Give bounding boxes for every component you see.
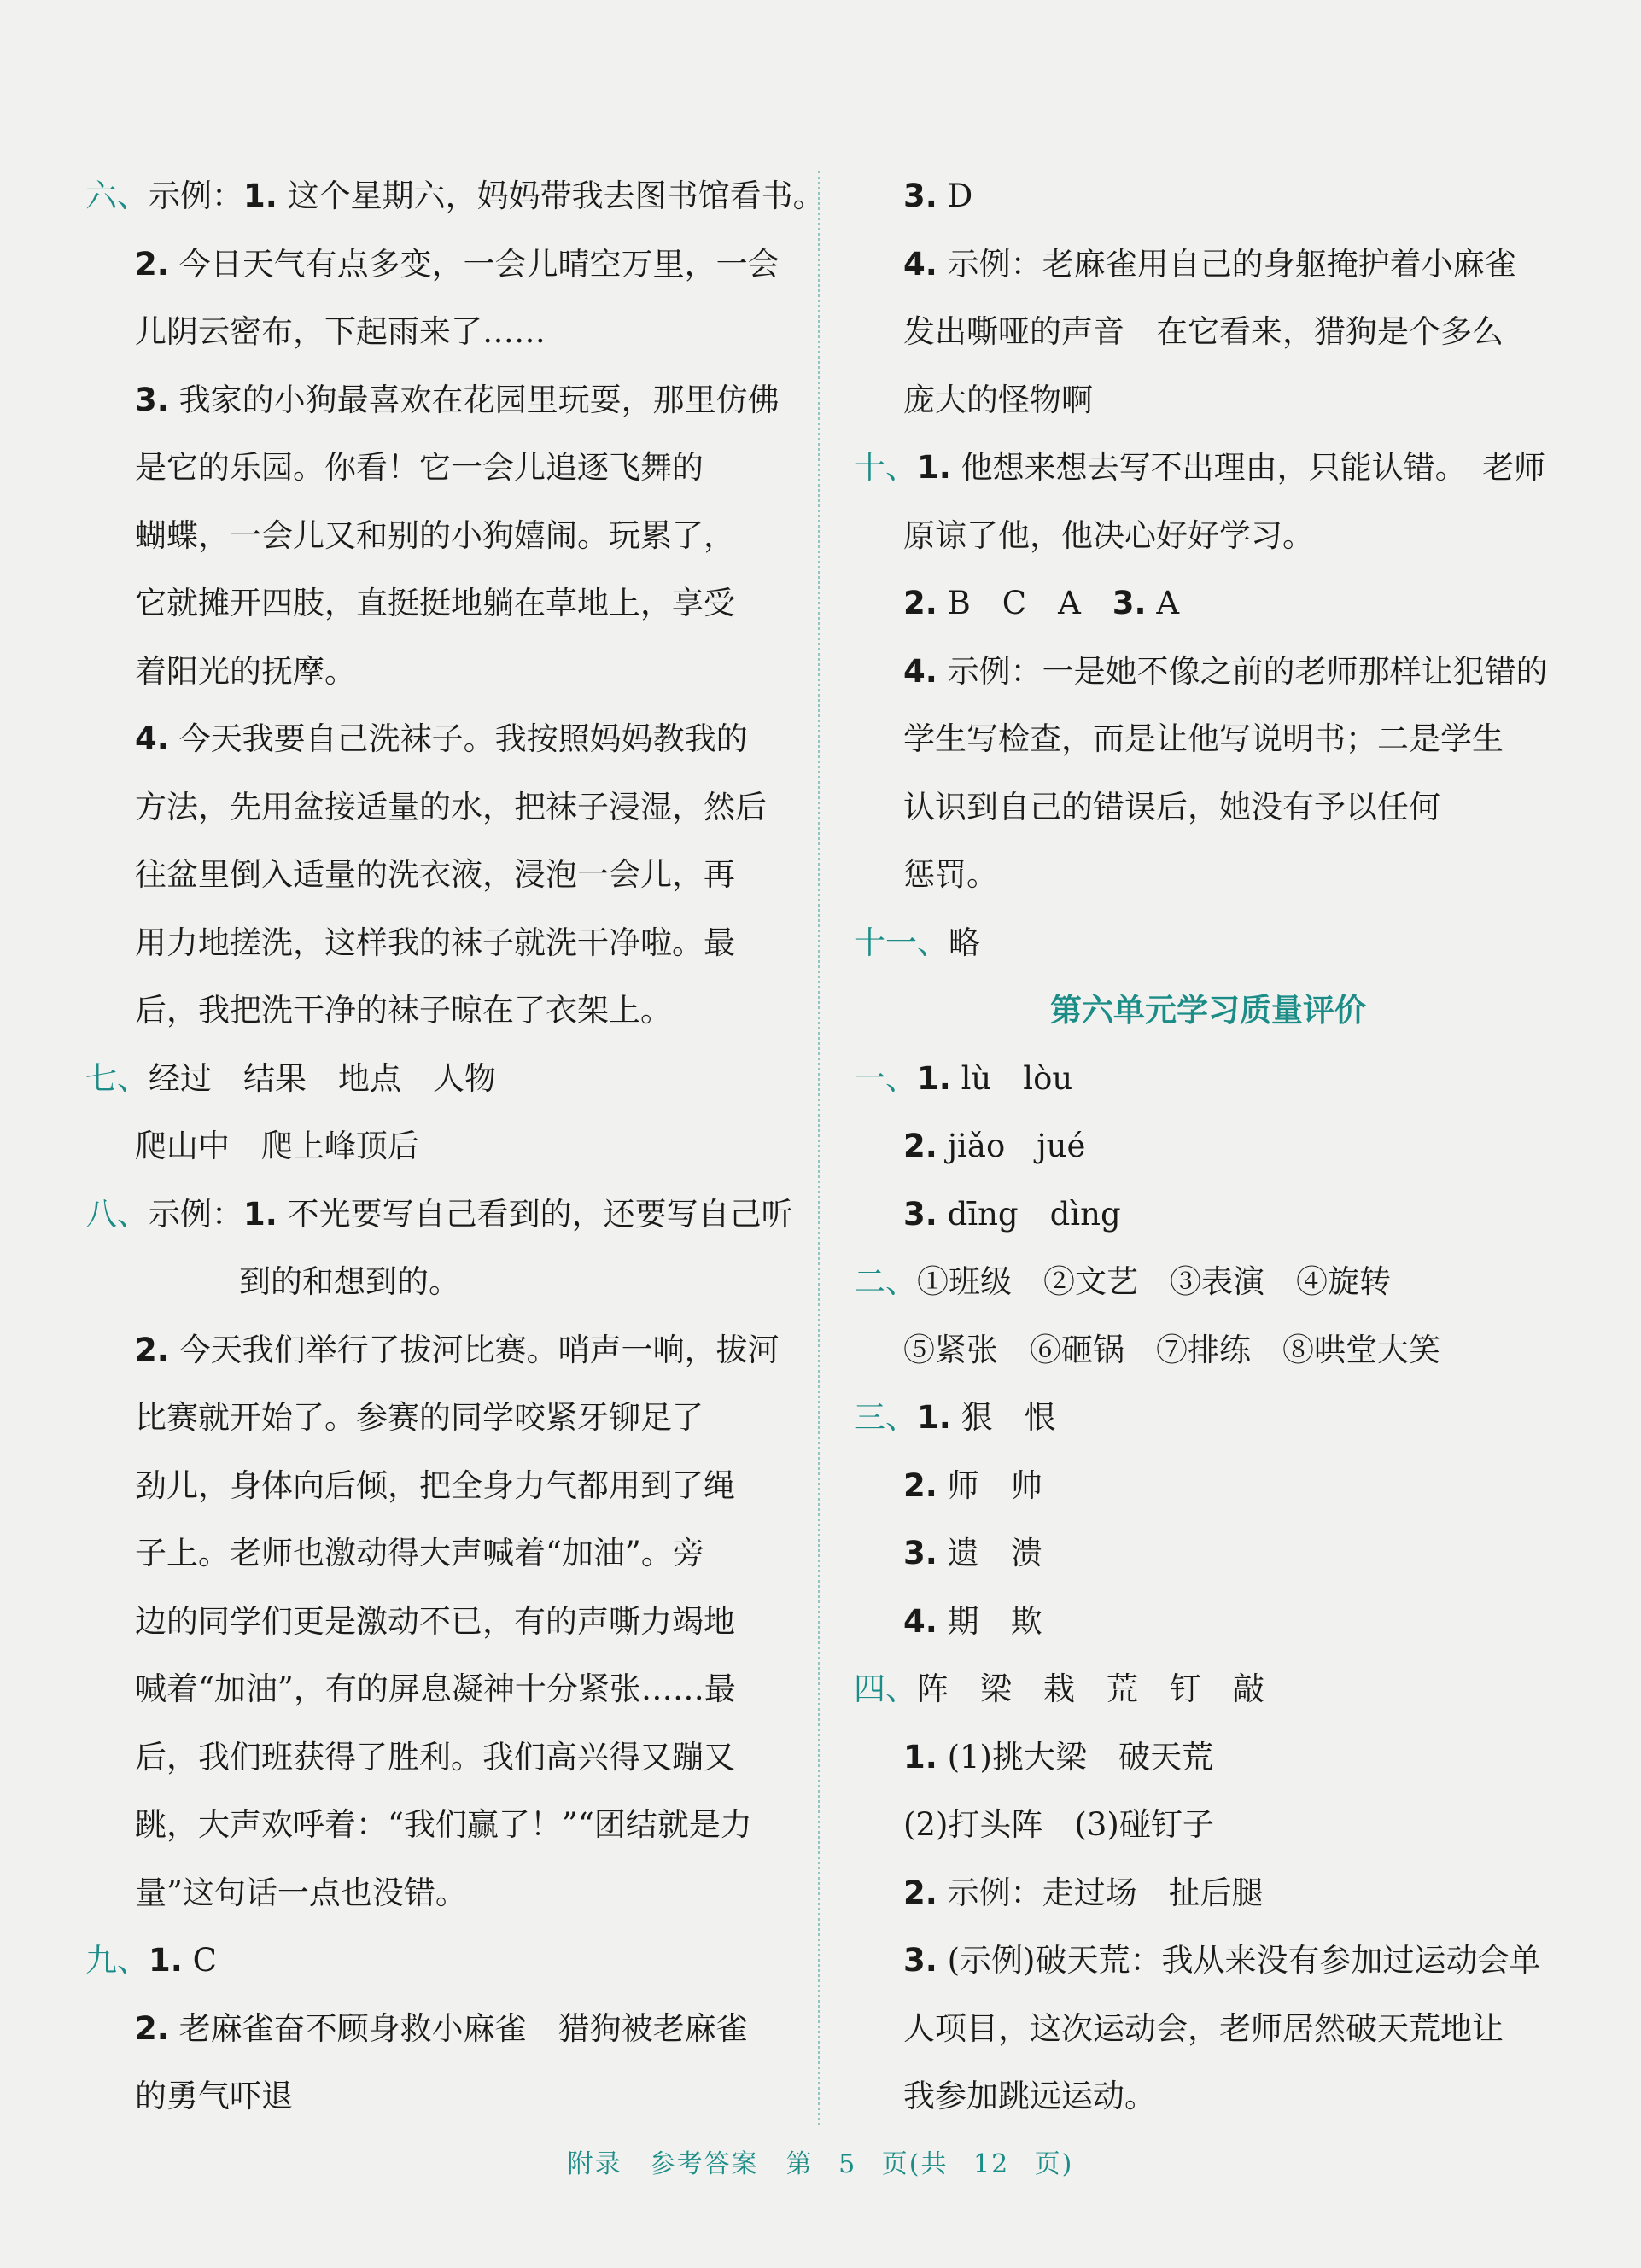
answer-text: 爬山中 爬上峰顶后 <box>135 1128 419 1164</box>
answer-text: 示例：一是她不像之前的老师那样让犯错的 <box>937 652 1548 690</box>
answer-text: D <box>937 178 973 214</box>
answer-line <box>854 1181 1562 1249</box>
section-number: 十一、 <box>854 924 949 961</box>
answer-label: 示例： <box>149 178 243 214</box>
answer-line <box>85 1791 785 1859</box>
answer-text: 方法，先用盆接适量的水，把袜子浸湿，然后 <box>135 788 767 825</box>
answer-line <box>85 705 785 773</box>
section-number: 四、 <box>854 1670 917 1707</box>
item-number: 3. <box>135 381 169 418</box>
answer-text: 边的同学们更是激动不已，有的声嘶力竭地 <box>135 1602 735 1640</box>
answer-text: ①班级 ②文艺 ③表演 ④旋转 <box>917 1263 1391 1300</box>
section-number: 六、 <box>85 178 149 214</box>
answer-line <box>854 705 1562 773</box>
answer-line <box>85 1248 785 1316</box>
answer-line <box>854 434 1562 502</box>
left-column <box>85 162 825 2131</box>
answer-text: 今天我们举行了拔河比赛。哨声一响，拔河 <box>168 1331 780 1368</box>
item-number: 2. <box>903 585 937 621</box>
answer-line <box>85 1045 785 1113</box>
item-number: 3. <box>1112 585 1147 621</box>
answer-text: 略 <box>949 924 980 961</box>
answer-text: 遗 溃 <box>937 1535 1042 1571</box>
page-footer: 附录 参考答案 第 5 页(共 12 页) <box>567 2149 1074 2179</box>
answer-line <box>854 1588 1562 1656</box>
answer-text: 比赛就开始了。参赛的同学咬紧牙铆足了 <box>135 1399 704 1436</box>
answer-text: 发出嘶哑的声音 在它看来，猎狗是个多么 <box>903 313 1504 350</box>
answer-line <box>85 298 785 366</box>
answer-line <box>85 977 785 1045</box>
item-number: 4. <box>135 720 169 757</box>
answer-line <box>85 909 785 977</box>
answer-line <box>854 1384 1562 1452</box>
answer-line <box>854 909 1562 977</box>
answer-line <box>854 298 1562 366</box>
answer-line <box>854 1112 1562 1181</box>
answer-line <box>854 502 1562 570</box>
answer-line <box>85 1112 785 1181</box>
item-number: 4. <box>903 245 937 283</box>
answer-text: A <box>1146 585 1180 621</box>
answer-text: (2)打头阵 (3)碰钉子 <box>903 1806 1214 1843</box>
item-number: 1. <box>243 1195 277 1233</box>
section-number: 九、 <box>85 1942 149 1979</box>
answer-text: 他想来想去写不出理由，只能认错。 老师 <box>950 449 1546 486</box>
answer-text: 学生写检查，而是让他写说明书；二是学生 <box>903 720 1504 757</box>
answer-text: 儿阴云密布，下起雨来了…… <box>135 313 546 350</box>
answer-text: 后，我们班获得了胜利。我们高兴得又蹦又 <box>135 1738 735 1775</box>
answer-line <box>854 1452 1562 1520</box>
answer-line <box>85 638 785 706</box>
answer-line <box>854 366 1562 434</box>
answer-text: 老麻雀奋不顾身救小麻雀 猎狗被老麻雀 <box>168 2009 748 2047</box>
answer-text: 着阳光的抚摩。 <box>135 652 356 690</box>
section-number: 一、 <box>854 1059 917 1097</box>
answer-text: 我参加跳远运动。 <box>903 2078 1156 2114</box>
answer-line <box>85 1927 785 1995</box>
answer-text: 我家的小狗最喜欢在花园里玩耍，那里仿佛 <box>168 381 780 418</box>
answer-text: lù lòu <box>950 1059 1073 1097</box>
unit-title: 第六单元学习质量评价 <box>1050 991 1366 1029</box>
answer-text: 示例：走过场 扯后腿 <box>937 1874 1264 1911</box>
answer-line <box>85 1181 793 1249</box>
answer-line <box>85 569 785 638</box>
answer-text: 是它的乐园。你看！它一会儿追逐飞舞的 <box>135 449 704 486</box>
answer-line <box>85 1588 785 1656</box>
answer-text: 量”这句话一点也没错。 <box>135 1874 467 1911</box>
answer-line <box>854 1791 1562 1859</box>
answer-line <box>854 773 1562 842</box>
answer-text: (1)挑大梁 破天荒 <box>937 1738 1213 1775</box>
answer-text: 往盆里倒入适量的洗衣液，浸泡一会儿，再 <box>135 856 735 893</box>
answer-line <box>854 1995 1562 2063</box>
answer-text: 师 帅 <box>937 1466 1042 1504</box>
answer-text: 阵 梁 栽 荒 钉 敲 <box>917 1670 1264 1707</box>
item-number: 2. <box>135 245 169 283</box>
answer-line <box>854 638 1562 706</box>
answer-text: (示例)破天荒：我从来没有参加过运动会单 <box>937 1942 1541 1979</box>
answer-line <box>85 434 785 502</box>
answer-text: 蝴蝶，一会儿又和别的小狗嬉闹。玩累了， <box>135 516 735 554</box>
section-number: 三、 <box>854 1399 917 1436</box>
answer-text: 到的和想到的。 <box>239 1263 460 1300</box>
answer-text: 的勇气吓退 <box>135 2078 293 2114</box>
answer-line <box>85 1316 785 1385</box>
answer-text: 庞大的怪物啊 <box>903 381 1093 418</box>
answer-text: 今天我要自己洗袜子。我按照妈妈教我的 <box>168 720 748 757</box>
item-number: 2. <box>903 1874 937 1911</box>
answer-text: 示例：老麻雀用自己的身躯掩护着小麻雀 <box>937 245 1516 283</box>
answer-line <box>85 773 785 842</box>
item-number: 1. <box>917 1059 951 1097</box>
section-number: 二、 <box>854 1263 917 1300</box>
answer-line <box>85 162 825 230</box>
answer-text: ⑤紧张 ⑥砸锅 ⑦排练 ⑧哄堂大笑 <box>903 1331 1440 1368</box>
answer-text: 用力地搓洗，这样我的袜子就洗干净啦。最 <box>135 924 735 961</box>
answer-line <box>854 1859 1562 1927</box>
answer-text: 这个星期六，妈妈带我去图书馆看书。 <box>277 178 825 214</box>
answer-line <box>85 1384 785 1452</box>
item-number: 2. <box>903 1128 937 1164</box>
column-divider <box>818 171 820 2125</box>
item-number: 3. <box>903 1535 937 1571</box>
item-number: 2. <box>135 1331 169 1368</box>
answer-line <box>85 230 785 299</box>
answer-line <box>85 1723 785 1792</box>
answer-line <box>854 162 1562 230</box>
item-number: 1. <box>149 1942 183 1979</box>
answer-text: 劲儿，身体向后倾，把全身力气都用到了绳 <box>135 1466 735 1504</box>
answer-line <box>854 1519 1562 1588</box>
answer-line <box>85 1995 785 2063</box>
item-number: 3. <box>903 1195 937 1233</box>
answer-line <box>85 502 785 570</box>
answer-text: 今日天气有点多变，一会儿晴空万里，一会 <box>168 245 780 283</box>
item-number: 4. <box>903 652 937 690</box>
answer-line <box>854 1248 1562 1316</box>
answer-text: C <box>182 1942 217 1979</box>
answer-text: 喊着“加油”，有的屏息凝神十分紧张……最 <box>135 1670 736 1707</box>
answer-text: 后，我把洗干净的袜子晾在了衣架上。 <box>135 992 672 1029</box>
section-number: 十、 <box>854 449 917 486</box>
answer-text: 认识到自己的错误后，她没有予以任何 <box>903 788 1440 825</box>
item-number: 2. <box>135 2009 169 2047</box>
answer-line <box>85 1655 785 1723</box>
answer-text: 原谅了他，他决心好好学习。 <box>903 516 1314 554</box>
answer-line <box>854 1723 1562 1792</box>
answer-text: dīng dìng <box>937 1195 1121 1233</box>
answer-text: 经过 结果 地点 人物 <box>149 1059 496 1097</box>
answer-line <box>854 841 1562 909</box>
answer-text: 跳，大声欢呼着：“我们赢了！”“团结就是力 <box>135 1806 752 1843</box>
item-number: 3. <box>903 178 937 214</box>
section-number: 七、 <box>85 1059 149 1097</box>
answer-text: 期 欺 <box>937 1602 1042 1640</box>
answer-line <box>854 1655 1562 1723</box>
answer-line <box>85 841 785 909</box>
right-column <box>854 162 1562 2131</box>
item-number: 2. <box>903 1466 937 1504</box>
answer-label: 示例： <box>149 1195 243 1233</box>
answer-text: jiǎo jué <box>937 1128 1086 1164</box>
answer-text: 狠 恨 <box>950 1399 1056 1436</box>
answer-text: B C A <box>937 585 1112 621</box>
item-number: 3. <box>903 1942 937 1979</box>
answer-line <box>85 1519 785 1588</box>
item-number: 1. <box>903 1738 937 1775</box>
section-number: 八、 <box>85 1195 149 1233</box>
answer-line <box>854 230 1562 299</box>
answer-line <box>85 1859 785 1927</box>
answer-text: 不光要写自己看到的，还要写自己听 <box>277 1195 793 1233</box>
answer-line <box>854 1316 1562 1385</box>
item-number: 1. <box>917 449 951 486</box>
answer-text: 它就摊开四肢，直挺挺地躺在草地上，享受 <box>135 585 735 621</box>
answer-line <box>854 1927 1562 1995</box>
answer-text: 人项目，这次运动会，老师居然破天荒地让 <box>903 2009 1504 2047</box>
answer-line <box>85 2062 785 2131</box>
answer-line <box>85 366 785 434</box>
answer-text: 惩罚。 <box>903 856 998 893</box>
item-number: 4. <box>903 1602 937 1640</box>
answer-line <box>854 569 1562 638</box>
answer-line <box>85 1452 785 1520</box>
answer-text: 子上。老师也激动得大声喊着“加油”。旁 <box>135 1535 704 1571</box>
item-number: 1. <box>243 178 277 214</box>
answer-line <box>854 2062 1562 2131</box>
answer-line <box>854 1045 1562 1113</box>
item-number: 1. <box>917 1399 951 1436</box>
